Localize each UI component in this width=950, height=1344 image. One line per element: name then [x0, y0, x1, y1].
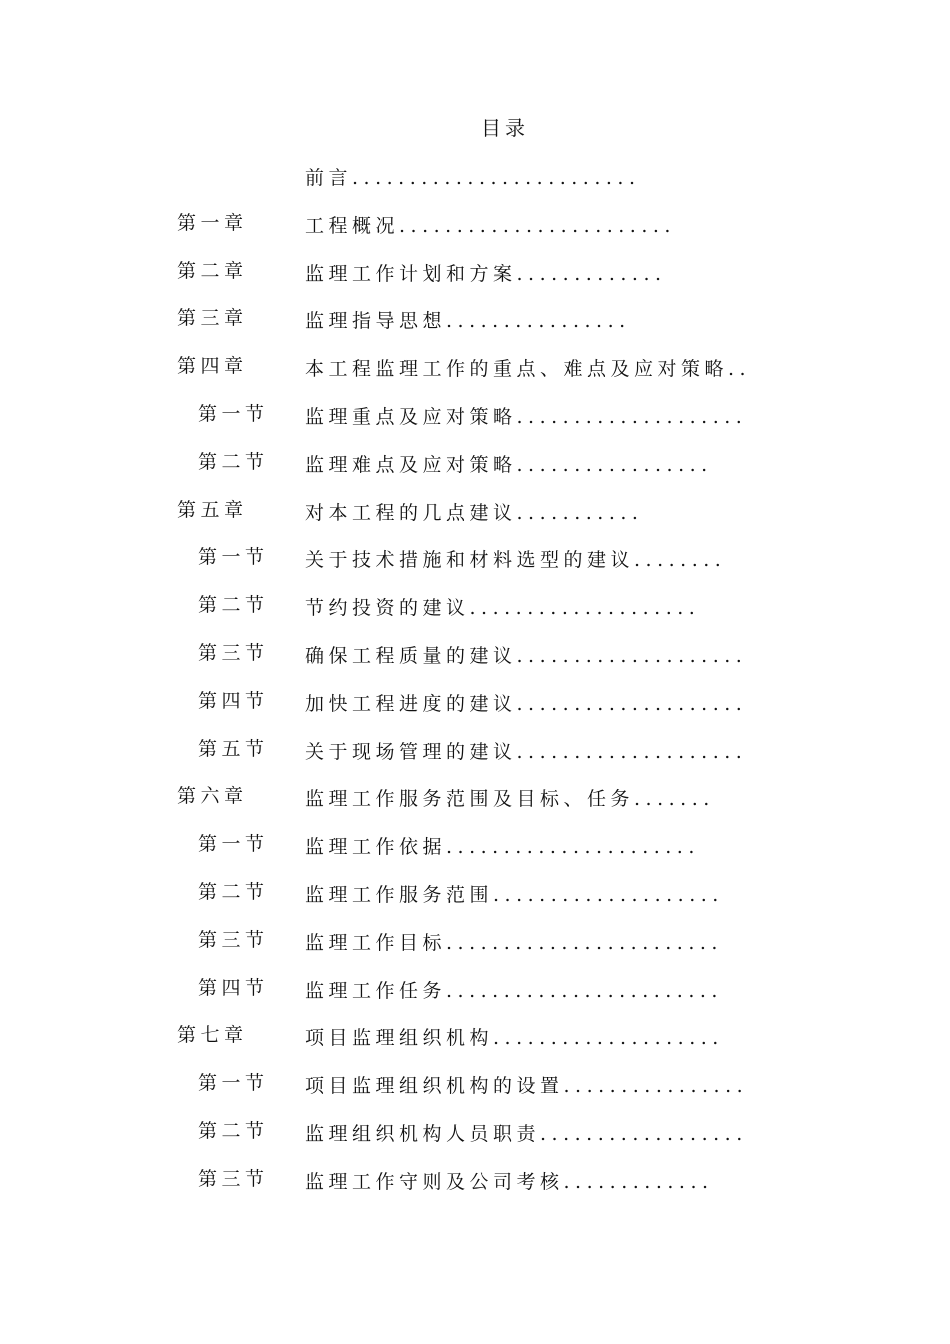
toc-entry-title: 监理组织机构人员职责	[305, 1122, 541, 1145]
toc-list	[0, 160, 950, 1212]
toc-entry-chapter-6	[0, 781, 950, 829]
toc-leader-dots: .......	[634, 788, 715, 811]
toc-entry-label: 第一节	[198, 402, 269, 425]
toc-entry-title: 项目监理组织机构	[305, 1027, 494, 1050]
toc-entry-title: 加快工程进度的建议	[305, 692, 517, 715]
toc-leader-dots: ...........	[516, 501, 644, 524]
toc-entry-label: 第二节	[198, 880, 269, 903]
toc-entry-label: 第三节	[198, 928, 269, 951]
toc-leader-dots: ................	[563, 1075, 749, 1098]
toc-entry-title: 监理工作任务	[305, 979, 447, 1002]
toc-entry-title: 前言	[305, 167, 353, 189]
toc-entry-text	[305, 880, 724, 907]
toc-entry-chapter-4	[0, 351, 950, 399]
toc-leader-dots: ....................	[516, 405, 748, 428]
toc-entry-title: 确保工程质量的建议	[305, 644, 517, 667]
toc-entry-title: 监理难点及应对策略	[305, 453, 517, 476]
toc-entry-chapter-2	[0, 256, 950, 304]
toc-entry-label: 第五节	[198, 737, 269, 760]
toc-entry-label: 第一章	[177, 211, 248, 234]
toc-entry-label: 第二节	[198, 1119, 269, 1142]
toc-entry-label: 第一节	[198, 1072, 269, 1095]
toc-entry-text	[305, 163, 641, 190]
toc-entry-title: 监理工作服务范围	[305, 883, 494, 906]
toc-entry-chapter-1	[0, 208, 950, 256]
toc-entry-section-5-1	[0, 542, 950, 590]
toc-entry-label: 第七章	[177, 1024, 248, 1047]
toc-entry-text	[305, 689, 747, 716]
toc-entry-text	[305, 402, 747, 429]
toc-leader-dots: ................	[446, 310, 631, 333]
toc-entry-section-4-1	[0, 399, 950, 447]
toc-title: 目录	[481, 116, 529, 140]
toc-leader-dots: ....................	[516, 740, 748, 763]
toc-entry-text	[305, 593, 700, 620]
toc-leader-dots: .............	[516, 262, 667, 285]
toc-entry-title: 监理指导思想	[305, 310, 447, 333]
toc-entry-text	[305, 306, 631, 333]
toc-entry-label: 第四节	[198, 689, 269, 712]
toc-leader-dots: ........................	[446, 931, 723, 954]
toc-entry-section-7-3	[0, 1164, 950, 1212]
toc-entry-text	[305, 1071, 748, 1098]
toc-entry-title: 监理工作目标	[305, 931, 447, 954]
toc-entry-section-7-2	[0, 1116, 950, 1164]
toc-entry-text	[305, 1119, 748, 1146]
toc-entry-preface	[0, 160, 950, 208]
toc-entry-label: 第五章	[177, 498, 248, 521]
toc-entry-label: 第四章	[177, 355, 248, 378]
toc-entry-title: 监理重点及应对策略	[305, 405, 517, 428]
toc-entry-text	[305, 450, 713, 477]
toc-entry-section-6-3	[0, 925, 950, 973]
toc-entry-title: 节约投资的建议	[305, 597, 470, 620]
toc-entry-label: 第一节	[198, 546, 269, 569]
toc-entry-label: 第三节	[198, 1167, 269, 1190]
toc-entry-section-5-5	[0, 734, 950, 782]
toc-entry-text	[305, 928, 723, 955]
toc-entry-text	[305, 354, 751, 381]
toc-entry-title: 监理工作计划和方案	[305, 262, 517, 285]
toc-entry-label: 第二节	[198, 594, 269, 617]
toc-leader-dots: ..	[728, 358, 752, 381]
toc-leader-dots: ........................	[446, 979, 723, 1002]
toc-entry-chapter-3	[0, 303, 950, 351]
toc-entry-title: 关于现场管理的建议	[305, 740, 517, 763]
toc-entry-title: 项目监理组织机构的设置	[305, 1075, 564, 1098]
toc-entry-text	[305, 211, 676, 238]
toc-leader-dots: .................	[516, 453, 713, 476]
toc-entry-chapter-5	[0, 495, 950, 543]
toc-entry-text	[305, 545, 726, 572]
toc-entry-text	[305, 832, 700, 859]
toc-entry-title: 工程概况	[305, 214, 400, 237]
toc-leader-dots: ........	[634, 549, 727, 572]
toc-entry-label: 第二节	[198, 450, 269, 473]
toc-leader-dots: .........................	[352, 167, 641, 189]
toc-entry-label: 第四节	[198, 976, 269, 999]
toc-entry-text	[305, 1023, 724, 1050]
toc-entry-title: 监理工作依据	[305, 836, 447, 859]
toc-entry-section-5-2	[0, 590, 950, 638]
toc-leader-dots: ......................	[446, 836, 700, 859]
toc-entry-title: 监理工作服务范围及目标、任务	[305, 788, 635, 811]
toc-entry-text	[305, 498, 643, 525]
toc-entry-section-6-2	[0, 877, 950, 925]
toc-entry-title: 本工程监理工作的重点、难点及应对策略	[305, 358, 729, 381]
toc-leader-dots: ........................	[399, 214, 676, 237]
toc-leader-dots: ....................	[493, 1027, 724, 1050]
toc-entry-text	[305, 737, 747, 764]
toc-entry-section-5-3	[0, 638, 950, 686]
toc-entry-text	[305, 641, 747, 668]
toc-entry-label: 第三章	[177, 307, 248, 330]
toc-entry-title: 监理工作守则及公司考核	[305, 1170, 564, 1193]
toc-leader-dots: ....................	[516, 692, 748, 715]
toc-entry-title: 关于技术措施和材料选型的建议	[305, 549, 635, 572]
toc-leader-dots: ....................	[493, 883, 724, 906]
toc-leader-dots: ....................	[516, 644, 748, 667]
toc-entry-section-5-4	[0, 686, 950, 734]
toc-entry-label: 第二章	[177, 259, 248, 282]
toc-entry-section-4-2	[0, 447, 950, 495]
toc-entry-section-7-1	[0, 1068, 950, 1116]
toc-entry-label: 第一节	[198, 833, 269, 856]
toc-entry-text	[305, 1167, 714, 1194]
toc-leader-dots: .............	[563, 1170, 714, 1193]
toc-leader-dots: ..................	[540, 1122, 748, 1145]
toc-entry-chapter-7	[0, 1020, 950, 1068]
toc-entry-section-6-4	[0, 973, 950, 1021]
toc-entry-title: 对本工程的几点建议	[305, 501, 517, 524]
toc-entry-text	[305, 259, 667, 286]
toc-entry-text	[305, 976, 723, 1003]
toc-entry-label: 第六章	[177, 785, 248, 808]
toc-entry-text	[305, 784, 715, 811]
toc-leader-dots: ....................	[469, 597, 701, 620]
toc-entry-label: 第三节	[198, 641, 269, 664]
toc-entry-section-6-1	[0, 829, 950, 877]
